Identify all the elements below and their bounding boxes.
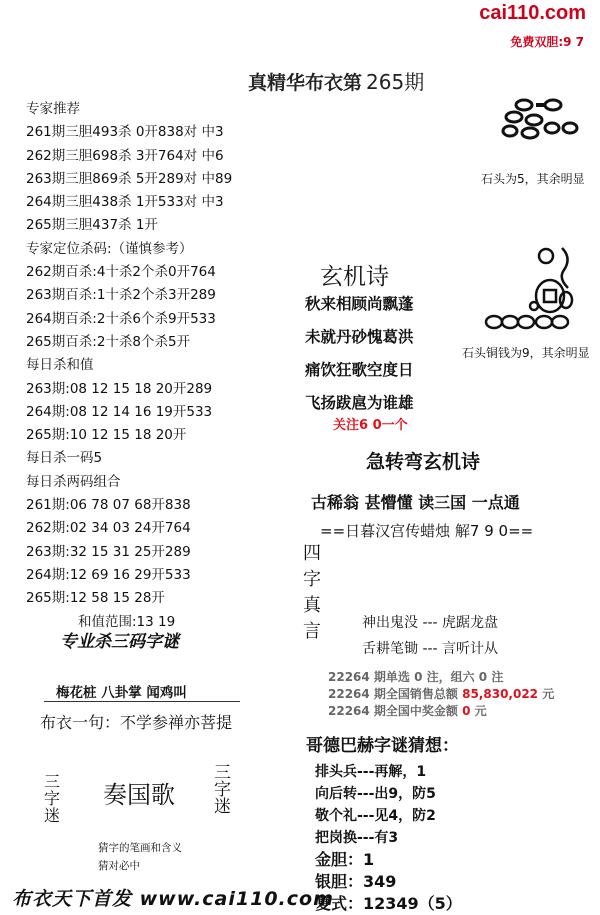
coins-drawing bbox=[484, 242, 580, 334]
list-item: 262期百杀:4十杀2个杀0开764 bbox=[26, 264, 216, 281]
poem-line: 飞扬跋扈为谁雄 bbox=[305, 394, 414, 412]
riddle-hint: 猜对必中 bbox=[98, 860, 140, 872]
sales-unit: 元 bbox=[538, 687, 555, 701]
three-char-riddle-label: 三字迷 bbox=[214, 763, 231, 817]
four-char-label: 四字真言 bbox=[303, 543, 321, 642]
stones-drawing bbox=[496, 95, 586, 145]
free-double-label: 免费双胆:9 7 bbox=[510, 35, 584, 49]
list-item: 263期:08 12 15 18 20开289 bbox=[26, 380, 213, 397]
prize-unit: 元 bbox=[470, 704, 487, 718]
list-item: 263期三胆869杀 5开289对 中89 bbox=[26, 170, 233, 187]
riddle-phrase: 梅花桩 八卦掌 闻鸡叫 bbox=[56, 685, 187, 701]
list-item: 银胆：349 bbox=[315, 872, 397, 891]
list-item: 敬个礼---见4，防2 bbox=[315, 808, 436, 824]
follow-note: 关注6 0一个 bbox=[333, 418, 408, 433]
list-item: 复式：12349（5） bbox=[315, 894, 462, 913]
list-item: 专家定位杀码:（谨慎参考） bbox=[26, 240, 193, 257]
coins-caption: 石头铜钱为9，其余明显 bbox=[462, 346, 590, 360]
list-item: 排头兵---再解，1 bbox=[315, 764, 427, 780]
riddle-poem-title: 急转弯玄机诗 bbox=[366, 451, 481, 473]
list-item: 261期:06 78 07 68开838 bbox=[26, 497, 191, 514]
riddle-line: 古稀翁 甚懵懂 读三国 一点通 bbox=[311, 493, 520, 512]
divider bbox=[44, 701, 240, 702]
sales-label: 22264 期全国销售总额 bbox=[328, 687, 463, 701]
list-item: 265期:10 12 15 18 20开 bbox=[26, 427, 187, 444]
issue-number: 265期 bbox=[366, 70, 425, 94]
kill-three-riddle-heading: 专业杀三码字谜 bbox=[60, 632, 179, 652]
page-title bbox=[248, 66, 424, 95]
title-text: 真精华布衣第 bbox=[248, 72, 363, 94]
list-item: 264期三胆438杀 1开533对 中3 bbox=[26, 194, 224, 211]
list-item: 每日杀和值 bbox=[26, 357, 94, 374]
sales-value: 85,830,022 bbox=[462, 687, 539, 701]
list-item: 265期百杀:2十杀8个杀5开 bbox=[26, 333, 191, 350]
list-item: 金胆：1 bbox=[315, 850, 375, 869]
prize-label: 22264 期全国中奖金额 bbox=[328, 704, 463, 718]
site-logo: cai110.com bbox=[479, 2, 586, 24]
list-item: 和值范围:13 19 bbox=[78, 613, 176, 630]
poem-line: 痛饮狂歌空度日 bbox=[305, 361, 414, 379]
three-char-riddle-label: 三字迷 bbox=[44, 772, 61, 825]
list-item: 264期:08 12 14 16 19开533 bbox=[26, 403, 213, 420]
lottery-sales-line bbox=[328, 685, 554, 702]
list-item: 263期:32 15 31 25开289 bbox=[26, 543, 191, 560]
goldbach-title: 哥德巴赫字谜猜想： bbox=[306, 736, 459, 756]
buyi-saying: 布衣一句：不学参禅亦菩提 bbox=[40, 713, 233, 732]
poem-line: 秋来相顾尚飘蓬 bbox=[305, 295, 414, 313]
idiom-line: 舌耕笔锄 --- 言听计从 bbox=[362, 641, 499, 657]
list-item: 262期三胆698杀 3开764对 中6 bbox=[26, 147, 224, 164]
list-item: 265期三胆437杀 1开 bbox=[26, 217, 158, 234]
list-item: 264期:12 69 16 29开533 bbox=[26, 566, 191, 583]
expert-recommendation-list bbox=[26, 98, 316, 634]
riddle-text: 奏国歌 bbox=[103, 781, 175, 809]
stones-caption: 石头为5，其余明显 bbox=[481, 172, 585, 186]
list-item: 264期百杀:2十杀6个杀9开533 bbox=[26, 310, 216, 327]
lottery-line: 22264 期单选 0 注，组六 0 注 bbox=[328, 670, 504, 684]
riddle-hint: 猜字的笔画和含义 bbox=[98, 842, 182, 854]
list-item: 265期:12 58 15 28开 bbox=[26, 590, 165, 607]
list-item: 每日杀一码5 bbox=[26, 450, 103, 467]
poem-line: 未就丹砂愧葛洪 bbox=[305, 328, 414, 346]
list-item: 向后转---出9，防5 bbox=[315, 786, 436, 802]
footer-banner: 布衣天下首发 www.cai110.com bbox=[12, 888, 334, 910]
list-item: 把岗换---有3 bbox=[315, 830, 399, 846]
prize-value: 0 bbox=[462, 704, 471, 718]
list-item: 每日杀两码组合 bbox=[26, 473, 121, 490]
idiom-line: 神出鬼没 --- 虎踞龙盘 bbox=[362, 615, 499, 631]
lottery-prize-line bbox=[328, 702, 487, 719]
goldbach-guess-list bbox=[315, 761, 462, 915]
list-item: 261期三胆493杀 0开838对 中3 bbox=[26, 124, 224, 141]
list-item: 263期百杀:1十杀2个杀3开289 bbox=[26, 287, 216, 304]
poem-title: 玄机诗 bbox=[320, 264, 389, 290]
riddle-answer-line: ==日暮汉宫传蜡烛 解7 9 0== bbox=[320, 522, 534, 540]
list-item: 262期:02 34 03 24开764 bbox=[26, 520, 191, 537]
list-item: 专家推荐 bbox=[26, 101, 80, 117]
